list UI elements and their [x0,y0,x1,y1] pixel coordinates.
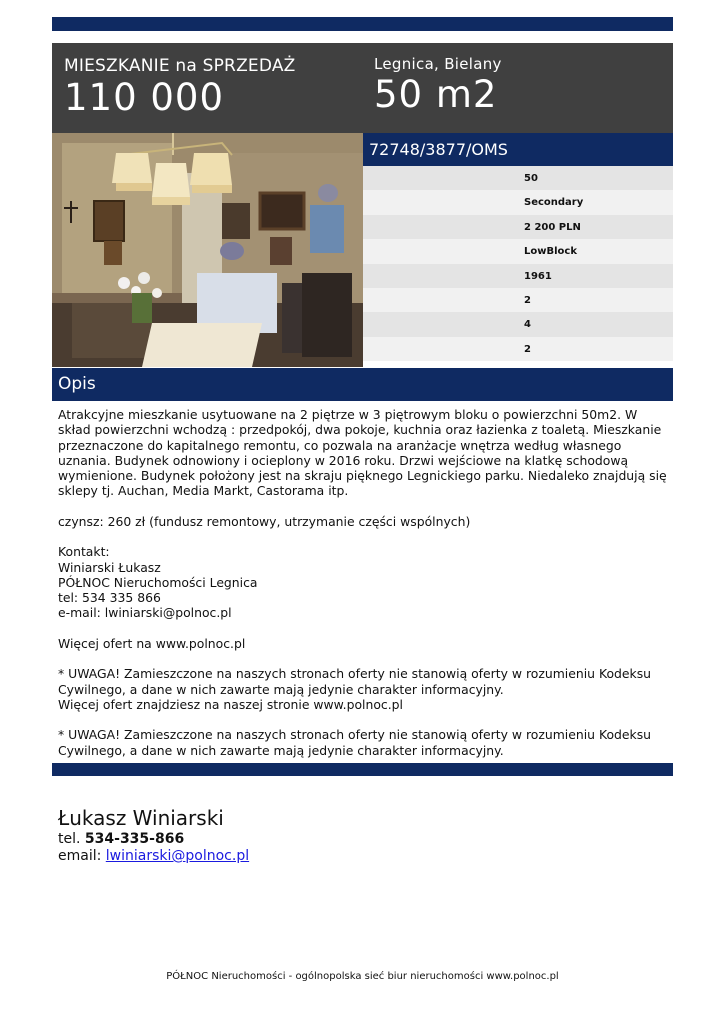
footer-text: PÓŁNOC Nieruchomości - ogólnopolska sieć biur nieruchomości www.polnoc.pl [166,971,559,982]
detail-value: LowBlock [524,246,577,258]
detail-row [363,190,673,214]
price: 110 000 [64,76,225,119]
detail-row [363,239,673,263]
detail-value: 2 [524,294,531,306]
agent-phone: 534-335-866 [84,831,185,847]
top-accent-bar [52,17,673,31]
detail-value: 2 [524,343,531,355]
detail-row [363,264,673,288]
detail-row [363,312,673,336]
area: 50 m2 [374,73,498,116]
detail-value: 2 200 PLN [524,221,581,233]
agent-phone-line [58,831,558,848]
email-label: email: [58,848,102,864]
offer-type: MIESZKANIE na SPRZEDAŻ [64,56,296,76]
reference-number: 72748/3877/OMS [369,140,508,159]
location: Legnica, Bielany [374,55,502,73]
reference-box [363,133,673,166]
agent-email-link[interactable]: lwiniarski@polnoc.pl [105,848,250,864]
detail-value: 50 [524,173,538,184]
divider-bar [52,763,673,776]
property-photo [52,133,363,367]
listing-header [52,43,673,133]
detail-row [363,215,673,239]
phone-label: tel. [58,831,81,847]
detail-value: Secondary [524,197,584,209]
section-title: Opis [58,374,96,394]
agent-email-line [58,848,558,865]
detail-value: 4 [524,319,531,331]
agent-card [58,806,558,865]
detail-value: 1961 [524,270,552,282]
detail-row [363,166,673,190]
detail-row [363,337,673,361]
detail-row [363,288,673,312]
description-header [52,368,673,401]
description-text: Atrakcyjne mieszkanie usytuowane na 2 piętrze w 3 piętrowym bloku o powierzchni 50m2. W skład powierzchni wchodzą : przedpokój, dwa pokoje, kuchnia oraz łazienka z toaletą. Mieszkanie przeznaczone do kapitalnego remontu, co pozwala na aranżacje wnętrza według własnego uznania. Budynek odnowiony i ocieplony w 2016 roku. Drzwi wejściowe na klatkę schodową wymienione. Budynek położony jest na skraju pięknego Legnickiego parku. Niedaleko znajdują się sklepy tj. Auchan, Media Markt, Castorama itp. czynsz: 260 zł (fundusz remontowy, utrzymanie części wspólnych) Kontakt: Winiarski Łukasz PÓŁNOC Nieruchomości Legnica tel: 534 335 866 e-mail: lwiniarski@polnoc.pl Więcej ofert na www.polnoc.pl * UWAGA! Zamieszczone na naszych stronach oferty nie stanowią oferty w rozumieniu Kodeksu Cywilnego, a dane w nich zawarte mają jedynie charakter informacyjny. Więcej ofert znajdziesz na naszej stronie www.polnoc.pl * UWAGA! Zamieszczone na naszych stronach oferty nie stanowią oferty w rozumieniu Kodeksu Cywilnego, a dane w nich zawarte mają jedynie charakter informacyjny. [58,407,667,758]
details-list [363,166,673,361]
agent-name: Łukasz Winiarski [58,806,224,830]
